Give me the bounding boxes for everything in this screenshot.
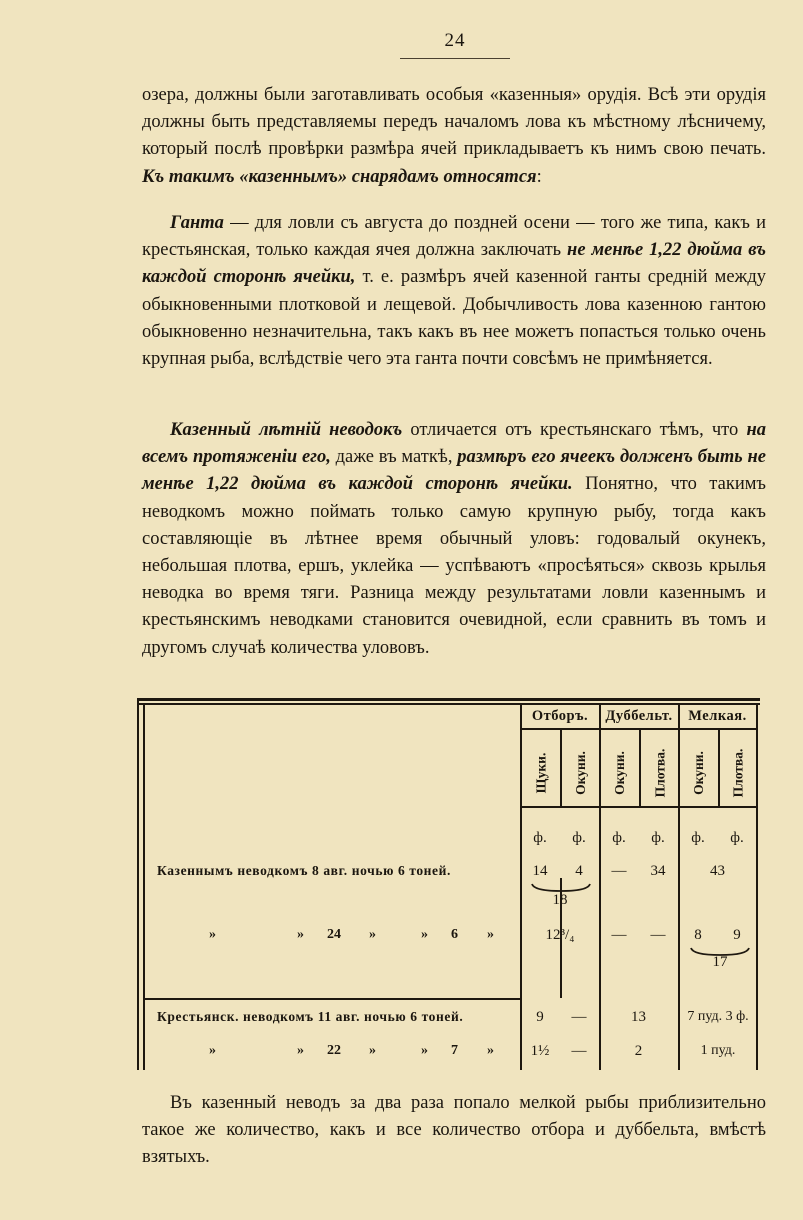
paragraph-3-text-3: Понятно, что такимъ неводкомъ можно поймать только самую крупную рыбу, тогда какъ составляющіе въ лѣтнее время обычный уловъ: годовалый окунекъ, небольшая плотва, ершъ, уклейка — успѣваютъ «просѣяться» сквозь крылья неводка во время тяги. Разница между результатами ловли казеннымъ и крестьянскимъ неводками становится очевидной, если сравнить въ томъ и другомъ случаѣ количества улововъ. bbox=[142, 474, 766, 658]
ditto-mark: » bbox=[421, 1043, 428, 1058]
column-header-plotva-dubbelt: Плотва. bbox=[652, 748, 668, 798]
ditto-mark: » bbox=[487, 1043, 494, 1058]
column-header-okuni-dubbelt: Окуни. bbox=[612, 751, 627, 795]
table-cell: 1½ bbox=[530, 1043, 550, 1059]
table-cell: — bbox=[611, 927, 627, 943]
page-number-rule bbox=[400, 58, 510, 59]
page-number: 24 bbox=[444, 30, 466, 51]
column-header-plotva-melkaya: Плотва. bbox=[730, 748, 746, 798]
table-cell: 9 bbox=[733, 927, 741, 943]
table-cell: 43 bbox=[710, 863, 725, 879]
paragraph-4 bbox=[142, 1090, 766, 1172]
ditto-mark: » bbox=[297, 1043, 304, 1058]
table-subcol-1 bbox=[560, 728, 562, 806]
ditto-mark: » bbox=[369, 1043, 376, 1058]
table-cell: 7 пуд. 3 ф. bbox=[687, 1009, 749, 1024]
term-nevodok: Казенный лѣтній неводокъ bbox=[170, 420, 403, 440]
row-date: 22 bbox=[327, 1043, 341, 1058]
table-cell: 12³/₄ bbox=[545, 927, 575, 943]
paragraph-1-end: : bbox=[536, 166, 542, 187]
table-cell: — bbox=[571, 1043, 587, 1059]
table-subcol-2 bbox=[639, 728, 641, 806]
paragraph-3-text-2: даже въ маткѣ, bbox=[330, 447, 458, 468]
catch-table bbox=[137, 698, 760, 1070]
paragraph-4-text: Въ казенный неводъ за два раза попало мелкой рыбы приблизительно такое же количество, какъ и все количество отбора и дуббельта, вмѣстѣ взятыхъ. bbox=[142, 1093, 766, 1168]
paragraph-2-text-1: — для ловли съ августа до поздней осени — того же типа, какъ и крестьянская, только каждая ячея должна заключать bbox=[142, 213, 766, 261]
paragraph-3-italic-1: на всемъ протяженіи его, bbox=[142, 420, 766, 468]
table-group-rule bbox=[520, 728, 756, 730]
column-header-okuni-melkaya: Окуни. bbox=[691, 751, 706, 795]
ditto-mark: » bbox=[421, 927, 428, 942]
table-cell: 13 bbox=[631, 1009, 646, 1025]
table-cell: — bbox=[571, 1009, 587, 1025]
unit-label: ф. bbox=[612, 830, 626, 846]
group-header-otbor: Отборъ. bbox=[531, 708, 589, 724]
unit-label: ф. bbox=[533, 830, 547, 846]
table-cell: 34 bbox=[650, 863, 666, 879]
sum-value: 17 bbox=[712, 954, 728, 970]
paragraph-2-text-2: т. е. размѣръ ячей казенной ганты средній между обыкновенными плотковой и лещевой. Добычливость лова казенною гантою обыкновенно незначительна, такъ какъ въ нее можетъ попасться только очень крупная рыба, вслѣдствіе чего эта ганта почти совсѣмъ не примѣняется. bbox=[142, 267, 766, 370]
table-cell: — bbox=[611, 863, 627, 879]
paragraph-3 bbox=[142, 417, 766, 662]
column-header-shchuki: Щуки. bbox=[533, 752, 549, 794]
table-cell: — bbox=[650, 927, 666, 943]
table-cell: 2 bbox=[634, 1043, 643, 1059]
ditto-mark: » bbox=[297, 927, 304, 942]
table-row-divider bbox=[143, 998, 520, 1000]
unit-label: ф. bbox=[691, 830, 705, 846]
table-cell: 1 пуд. bbox=[700, 1043, 736, 1058]
table-top-rule-inner bbox=[137, 703, 760, 705]
unit-label: ф. bbox=[730, 830, 744, 846]
group-header-melkaya: Мелкая. bbox=[688, 708, 747, 724]
table-top-rule bbox=[137, 698, 760, 701]
sum-value: 18 bbox=[552, 892, 568, 908]
ditto-mark: » bbox=[487, 927, 494, 942]
table-cell: 4 bbox=[575, 863, 583, 879]
row-label-kazennyi-8: Казеннымъ неводкомъ 8 авг. ночью 6 тоней. bbox=[157, 863, 452, 878]
table-left-border-inner bbox=[143, 703, 145, 1070]
table-cell: 8 bbox=[694, 927, 702, 943]
ditto-mark: » bbox=[209, 927, 216, 942]
table-left-border bbox=[137, 698, 139, 1070]
paragraph-3-text-1: отличается отъ крестьянскаго тѣмъ, что bbox=[402, 420, 747, 440]
ditto-mark: » bbox=[209, 1043, 216, 1058]
paragraph-3-italic-2: размѣръ его ячеекъ долженъ быть не менѣе 1,22 дюйма въ каждой сторонѣ ячейки. bbox=[142, 447, 766, 495]
unit-label: ф. bbox=[572, 830, 586, 846]
table-cell: 9 bbox=[536, 1009, 544, 1025]
unit-label: ф. bbox=[651, 830, 665, 846]
row-date: 24 bbox=[327, 927, 341, 942]
paragraph-1-italic: Къ такимъ «казеннымъ» снарядамъ относятся bbox=[142, 166, 537, 187]
ditto-mark: » bbox=[369, 927, 376, 942]
paragraph-2 bbox=[142, 210, 766, 373]
paragraph-2-italic: не менѣе 1,22 дюйма въ каждой сторонѣ ячейки, bbox=[142, 240, 766, 288]
term-ganta: Ганта bbox=[170, 213, 224, 233]
column-header-okuni-otbor: Окуни. bbox=[573, 751, 588, 795]
table-cell: 14 bbox=[532, 863, 548, 879]
paragraph-1-text: озера, должны были заготавливать особыя «казенныя» орудія. Всѣ эти орудія должны быть представляемы передъ началомъ лова къ мѣстному лѣсничему, который послѣ провѣрки размѣра ячей прикладываетъ къ нимъ свою печать. bbox=[142, 85, 766, 160]
row-tones: 7 bbox=[451, 1043, 458, 1058]
table-subcol-3 bbox=[718, 728, 720, 806]
paragraph-1 bbox=[142, 82, 766, 191]
group-header-dubbelt: Дуббельт. bbox=[605, 708, 673, 724]
row-tones: 6 bbox=[451, 927, 458, 942]
row-label-krestyansk-11: Крестьянск. неводкомъ 11 авг. ночью 6 тоней. bbox=[157, 1009, 464, 1024]
